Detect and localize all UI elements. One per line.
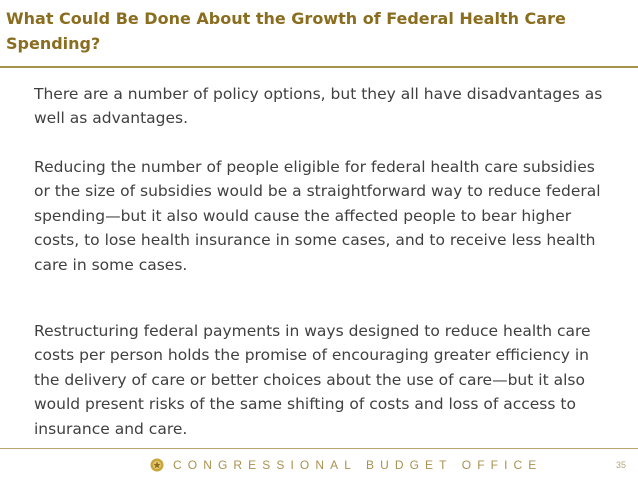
page-number: 35: [615, 460, 626, 470]
cbo-seal-icon: [150, 458, 164, 472]
body-paragraph-1: There are a number of policy options, but they all have disadvantages as well as advantages.: [34, 85, 603, 128]
footer-organization: CONGRESSIONAL BUDGET OFFICE: [173, 458, 543, 472]
slide-title: What Could Be Done About the Growth of Federal Health Care Spending?: [6, 9, 566, 53]
title-divider: [0, 66, 638, 68]
footer-divider: [0, 448, 638, 449]
body-paragraph-3: Restructuring federal payments in ways designed to reduce health care costs per person holds the promise of encouraging greater efficiency in the delivery of care or better choices about the use of care—but it also would present risks of the same shifting of costs and loss of access to insurance and care.: [34, 322, 591, 438]
body-paragraph-2: Reducing the number of people eligible for federal health care subsidies or the size of subsidies would be a straightforward way to reduce federal spending—but it also would cause the affected people to bear higher costs, to lose health insurance in some cases, and to receive less health care in some cases.: [34, 158, 601, 274]
